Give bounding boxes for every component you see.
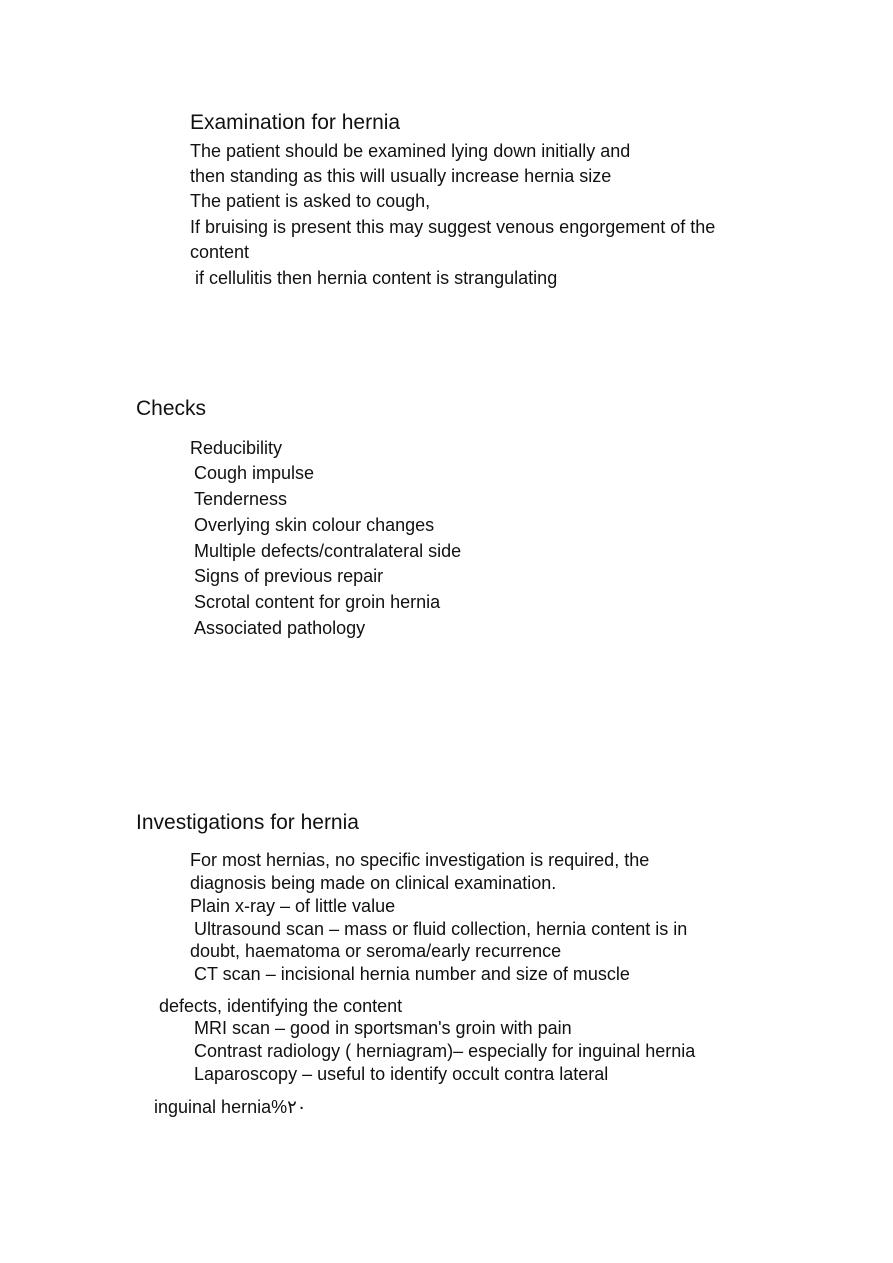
checks-item: Overlying skin colour changes: [194, 515, 435, 535]
investigations-line: Ultrasound scan – mass or fluid collection, hernia content is in: [194, 919, 688, 939]
checks-item: Scrotal content for groin hernia: [194, 592, 441, 612]
checks-item: Multiple defects/contralateral side: [194, 541, 462, 561]
checks-item: Cough impulse: [194, 463, 315, 483]
checks-item: Reducibility: [190, 438, 283, 458]
checks-item: Associated pathology: [194, 618, 366, 638]
investigations-line: diagnosis being made on clinical examination.: [190, 873, 557, 893]
examination-line: content: [190, 242, 250, 262]
investigations-line: defects, identifying the content: [159, 996, 403, 1016]
investigations-line: MRI scan – good in sportsman's groin with pain: [194, 1018, 572, 1038]
examination-line: The patient should be examined lying down initially and: [190, 141, 631, 161]
investigations-line: Laparoscopy – useful to identify occult contra lateral: [194, 1064, 609, 1084]
investigations-title: Investigations for hernia: [136, 811, 359, 834]
investigations-line: doubt, haematoma or seroma/early recurrence: [190, 941, 562, 961]
examination-title: Examination for hernia: [190, 111, 401, 134]
checks-item: Tenderness: [194, 489, 288, 509]
examination-line: then standing as this will usually increase hernia size: [190, 166, 612, 186]
checks-title: Checks: [136, 397, 207, 420]
investigations-line: CT scan – incisional hernia number and size of muscle: [194, 964, 630, 984]
investigations-line: Plain x-ray – of little value: [190, 896, 396, 916]
examination-line: The patient is asked to cough,: [190, 191, 431, 211]
examination-line: if cellulitis then hernia content is strangulating: [190, 268, 558, 288]
checks-item: Signs of previous repair: [194, 566, 384, 586]
investigations-line: inguinal hernia%٢٠: [154, 1097, 307, 1117]
examination-line: If bruising is present this may suggest venous engorgement of the: [190, 217, 716, 237]
investigations-line: For most hernias, no specific investigation is required, the: [190, 850, 650, 870]
investigations-line: Contrast radiology ( herniagram)– especially for inguinal hernia: [194, 1041, 696, 1061]
